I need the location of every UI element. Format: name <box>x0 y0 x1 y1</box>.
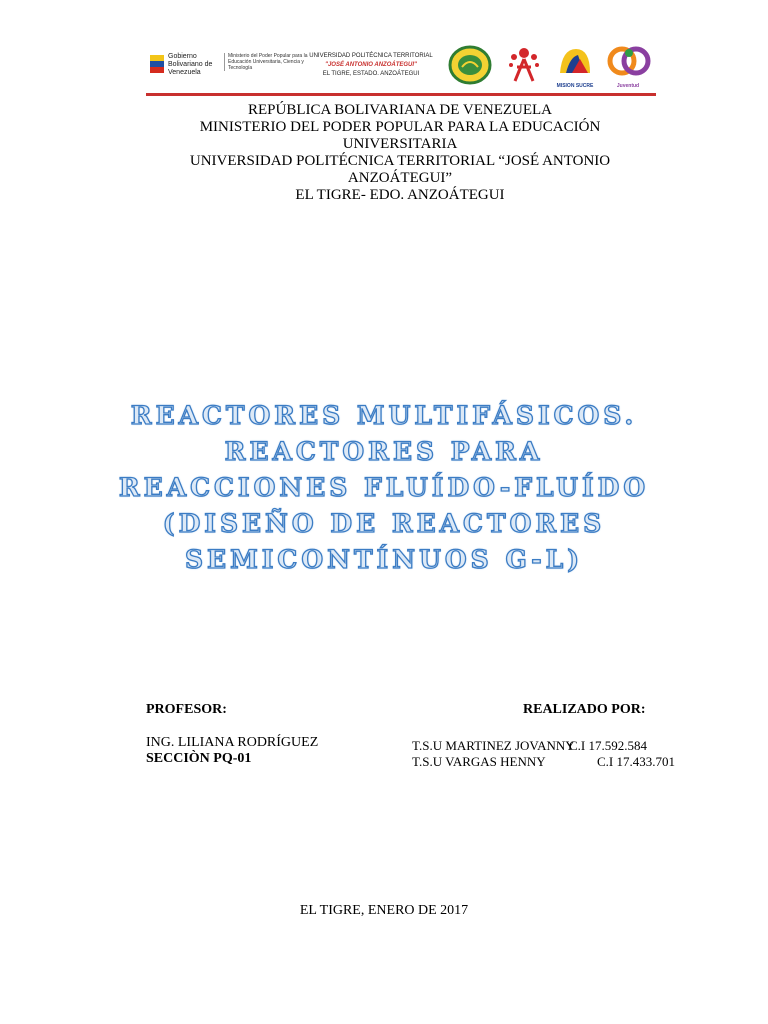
juventud-logo-icon <box>604 43 652 89</box>
university-banner-line1: UNIVERSIDAD POLITÉCNICA TERRITORIAL <box>309 53 433 59</box>
gov-logo-text: Gobierno Bolivariano de Venezuela <box>168 53 213 76</box>
mision-sucre-logo-icon <box>554 43 596 89</box>
university-banner-line2: "JOSÉ ANTONIO ANZOÁTEGUI" <box>325 62 417 68</box>
university-banner-text <box>306 52 436 79</box>
authors-label: REALIZADO POR: <box>523 702 646 717</box>
header-line-location: EL TIGRE- EDO. ANZOÁTEGUI <box>295 187 505 203</box>
title-line-3: REACCIONES FLUÍDO-FLUÍDO <box>118 473 650 502</box>
student-id: C.I 17.433.701 <box>597 754 675 769</box>
mision-sucre-label: MISION SUCRE <box>556 83 594 89</box>
red-figure-logo-icon <box>503 43 545 87</box>
institution-header <box>150 102 650 204</box>
juventud-label: Juventud <box>616 83 640 89</box>
document-title <box>110 398 658 578</box>
venezuela-flag-icon <box>150 55 164 73</box>
title-line-1: REACTORES MULTIFÁSICOS. <box>130 401 638 430</box>
title-line-5: SEMICONTÍNUOS G-L) <box>184 545 584 574</box>
professor-name: ING. LILIANA RODRÍGUEZ <box>146 735 319 750</box>
institutional-banner <box>146 41 656 96</box>
uptjaa-seal-icon <box>448 45 492 85</box>
header-line-university: UNIVERSIDAD POLITÉCNICA TERRITORIAL “JOSÉ ANTONIO ANZOÁTEGUI” <box>189 153 611 186</box>
student-id: C.I 17.592.584 <box>569 738 647 753</box>
ministry-logo-text: Ministerio del Poder Popular para la Educación Universitaria, Ciencia y Tecnología <box>224 53 308 71</box>
student-name: T.S.U VARGAS HENNY <box>412 754 546 769</box>
place-and-date: EL TIGRE, ENERO DE 2017 <box>299 903 469 918</box>
student-name: T.S.U MARTINEZ JOVANNY <box>412 738 575 753</box>
title-line-2: REACTORES PARA <box>224 437 544 466</box>
professor-label: PROFESOR: <box>146 702 227 717</box>
title-line-4: (DISEÑO DE REACTORES <box>162 509 606 538</box>
student-entry <box>412 754 692 770</box>
university-banner-line3: EL TIGRE, ESTADO. ANZOÁTEGUI <box>322 71 420 77</box>
header-line-ministry: MINISTERIO DEL PODER POPULAR PARA LA EDUCACIÓN UNIVERSITARIA <box>199 119 601 152</box>
header-line-republic: REPÚBLICA BOLIVARIANA DE VENEZUELA <box>247 102 553 118</box>
section-label: SECCIÒN PQ-01 <box>146 751 252 766</box>
student-entry <box>412 738 692 754</box>
